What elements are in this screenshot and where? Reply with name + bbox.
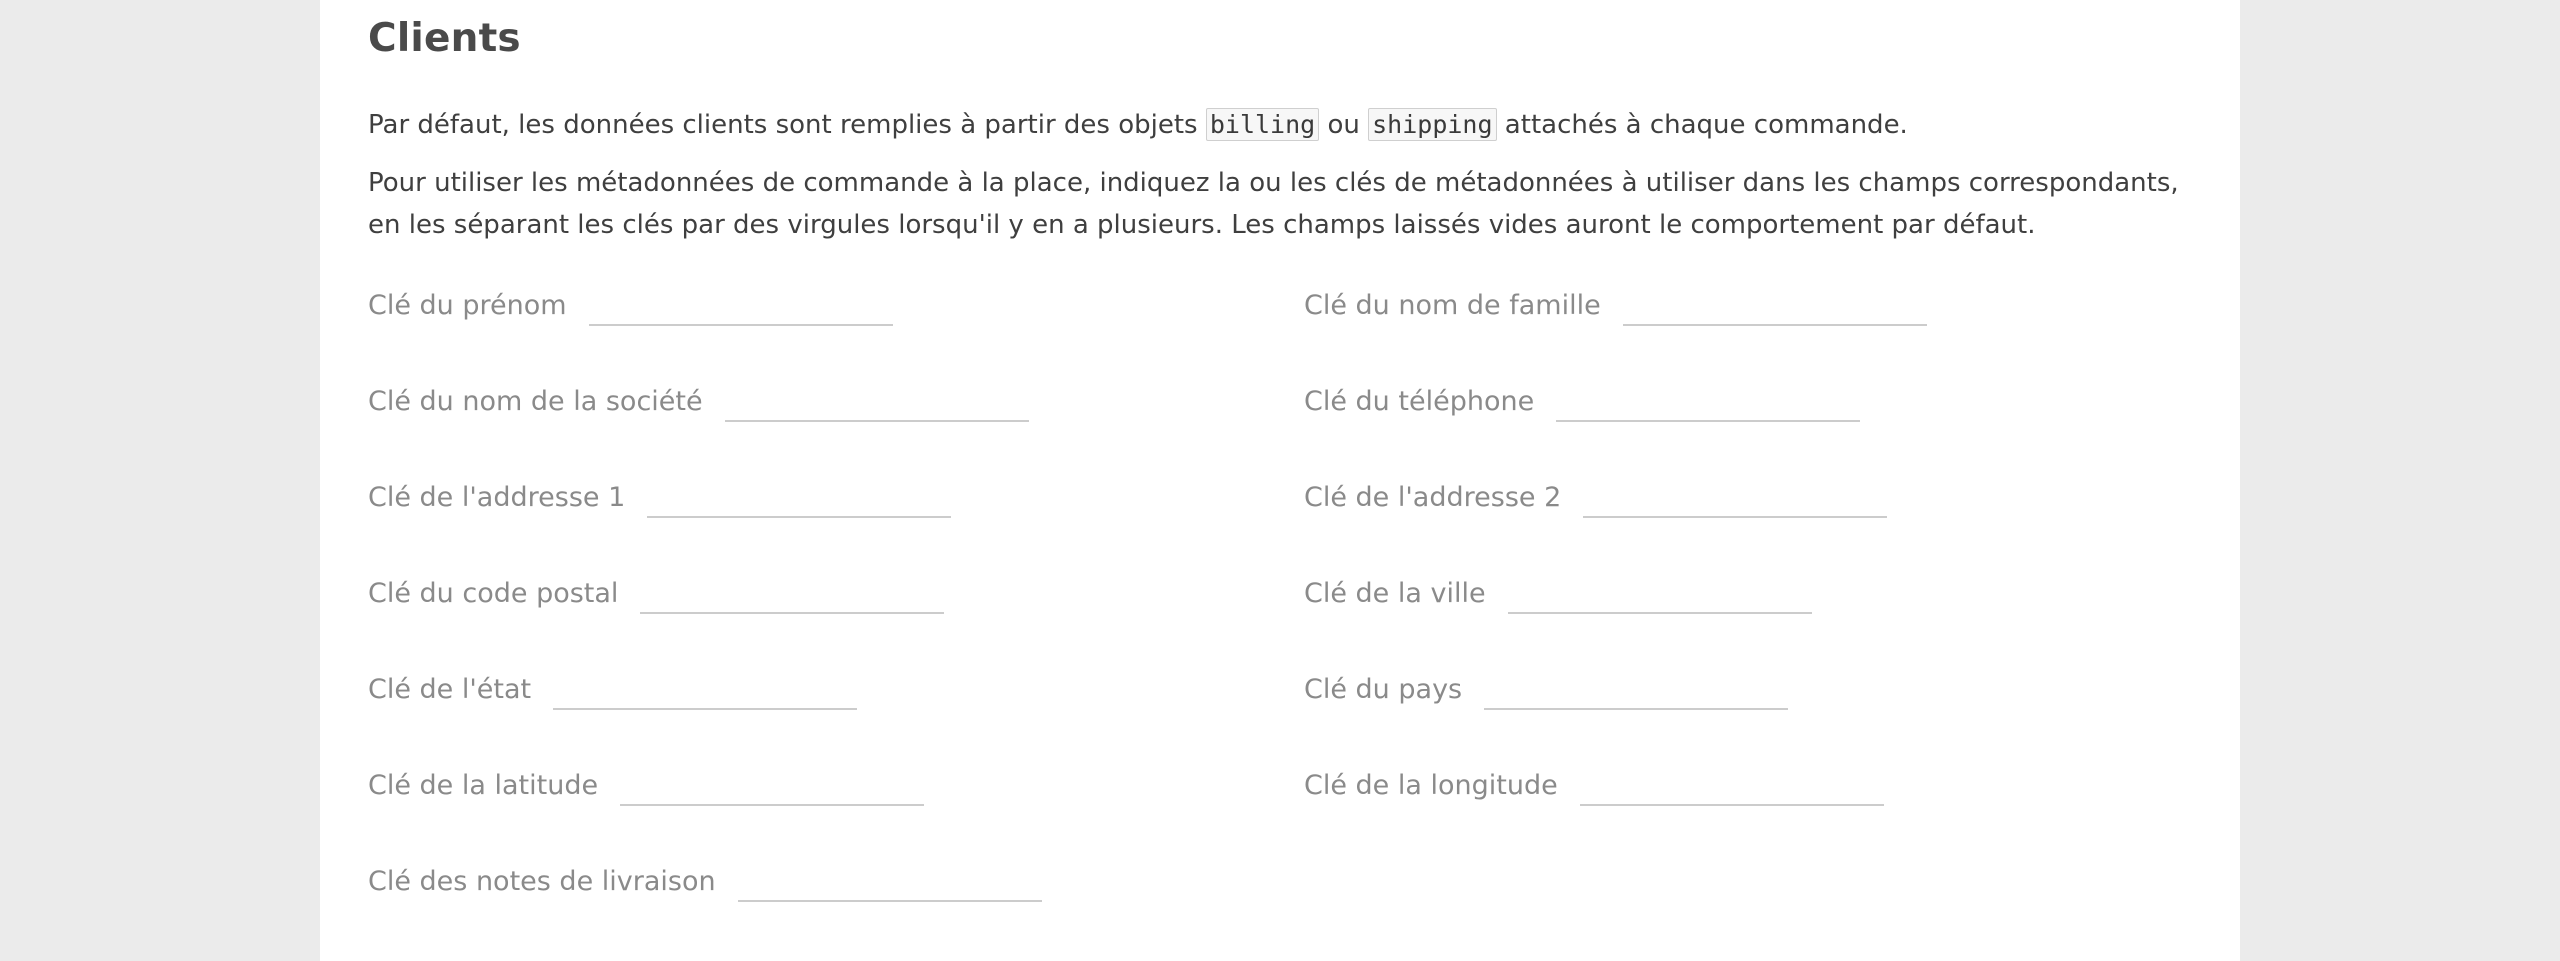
section-title: Clients [368, 16, 521, 61]
company-input[interactable] [725, 380, 1029, 422]
field-longitude [1304, 764, 1884, 810]
city-label: Clé de la ville [1304, 578, 1486, 609]
intro-text-before: Par défaut, les données clients sont remplies à partir des objets [368, 110, 1206, 140]
settings-panel [320, 0, 2240, 961]
code-billing: billing [1206, 108, 1319, 141]
address1-label: Clé de l'addresse 1 [368, 482, 626, 513]
delivery-notes-input[interactable] [738, 860, 1042, 902]
country-input[interactable] [1484, 668, 1788, 710]
city-input[interactable] [1508, 572, 1812, 614]
field-last-name [1304, 284, 1927, 330]
longitude-input[interactable] [1580, 764, 1884, 806]
state-label: Clé de l'état [368, 674, 532, 705]
code-shipping: shipping [1368, 108, 1496, 141]
address2-input[interactable] [1583, 476, 1887, 518]
delivery-notes-label: Clé des notes de livraison [368, 866, 716, 897]
postcode-input[interactable] [640, 572, 944, 614]
phone-input[interactable] [1556, 380, 1860, 422]
field-company [368, 380, 1029, 426]
address1-input[interactable] [647, 476, 951, 518]
company-label: Clé du nom de la société [368, 386, 703, 417]
field-address2 [1304, 476, 1887, 522]
description-paragraph: Pour utiliser les métadonnées de commande à la place, indiquez la ou les clés de métadonnées à utiliser dans les champs correspondants, en les séparant les clés par des virgules lorsqu'il y en a plusieurs. Les champs laissés vides auront le comportement par défaut. [368, 168, 2179, 240]
field-latitude [368, 764, 924, 810]
first-name-label: Clé du prénom [368, 290, 567, 321]
field-delivery-notes [368, 860, 1042, 906]
first-name-input[interactable] [589, 284, 893, 326]
address2-label: Clé de l'addresse 2 [1304, 482, 1562, 513]
phone-label: Clé du téléphone [1304, 386, 1535, 417]
last-name-label: Clé du nom de famille [1304, 290, 1601, 321]
longitude-label: Clé de la longitude [1304, 770, 1558, 801]
field-city [1304, 572, 1812, 618]
country-label: Clé du pays [1304, 674, 1463, 705]
last-name-input[interactable] [1623, 284, 1927, 326]
field-country [1304, 668, 1788, 714]
field-phone [1304, 380, 1860, 426]
latitude-input[interactable] [620, 764, 924, 806]
field-postcode [368, 572, 944, 618]
intro-text-middle: ou [1319, 110, 1369, 140]
postcode-label: Clé du code postal [368, 578, 619, 609]
intro-paragraph [368, 104, 2192, 146]
field-first-name [368, 284, 893, 330]
field-state [368, 668, 857, 714]
intro-text-after: attachés à chaque commande. [1496, 110, 1908, 140]
field-address1 [368, 476, 951, 522]
latitude-label: Clé de la latitude [368, 770, 599, 801]
state-input[interactable] [553, 668, 857, 710]
